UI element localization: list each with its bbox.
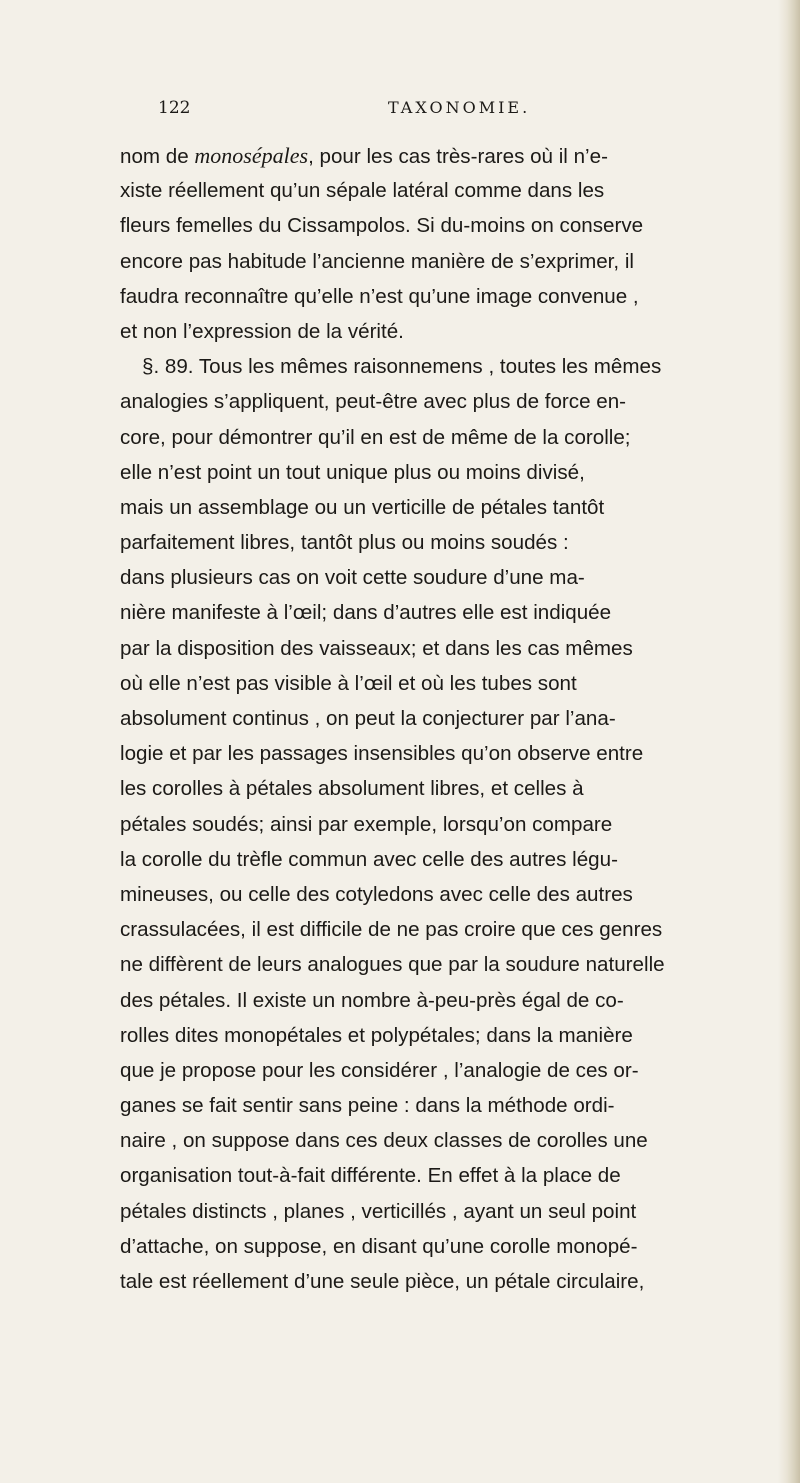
text-line [120, 736, 770, 771]
text-line [120, 701, 770, 736]
text-line-content: par la disposition des vaisseaux; et dans les cas mêmes [120, 636, 633, 660]
text-line-content: faudra reconnaître qu’elle n’est qu’une image convenue , [120, 284, 639, 308]
text-line-content: les corolles à pétales absolument libres, et celles à [120, 777, 584, 801]
text-line [120, 807, 770, 842]
text-line-content: , pour les cas très-rares où il n’e- [308, 145, 608, 168]
text-line-content: la corolle du trèfle commun avec celle des autres légu- [120, 847, 618, 871]
text-line-content: nom de [120, 145, 195, 168]
text-line [120, 912, 770, 947]
text-line-content: et non l’expression de la vérité. [120, 319, 404, 343]
text-line [120, 1053, 770, 1088]
text-line [120, 244, 770, 279]
text-line [120, 983, 770, 1018]
text-line-content: xiste réellement qu’un sépale latéral comme dans les [120, 179, 605, 203]
text-line-content: organisation tout-à-fait différente. En effet à la place de [120, 1164, 621, 1188]
text-line-content: analogies s’appliquent, peut-être avec plus de force en- [120, 390, 627, 414]
text-line-content: pétales distincts , planes , verticillés , ayant un seul point [120, 1199, 637, 1223]
body-text [120, 138, 770, 1299]
running-head: TAXONOMIE. [388, 98, 531, 117]
text-line [120, 1123, 770, 1158]
text-line [120, 947, 770, 982]
text-line [120, 455, 770, 490]
text-line [120, 631, 770, 666]
page-number: 122 [158, 98, 191, 118]
text-line-content: nière manifeste à l’œil; dans d’autres elle est indiquée [120, 601, 612, 625]
text-line [120, 173, 770, 208]
text-line-content: encore pas habitude l’ancienne manière de s’exprimer, il [120, 249, 634, 273]
text-line [120, 1018, 770, 1053]
text-line-content: core, pour démontrer qu’il en est de même de la corolle; [120, 425, 631, 449]
text-line [120, 490, 770, 525]
text-line [120, 208, 770, 243]
text-line [120, 1194, 770, 1229]
text-line-content: ne diffèrent de leurs analogues que par la soudure naturelle [120, 953, 665, 977]
italic-term: monosépales [194, 143, 309, 168]
text-line [120, 349, 770, 384]
text-line-content: mineuses, ou celle des cotyledons avec celle des autres [120, 882, 633, 906]
text-line [120, 1264, 770, 1299]
text-line [120, 525, 770, 560]
text-line-content: des pétales. Il existe un nombre à-peu-près égal de co- [120, 988, 624, 1012]
text-line [120, 560, 770, 595]
text-line-content: tale est réellement d’une seule pièce, un pétale circulaire, [120, 1270, 645, 1293]
text-line [120, 842, 770, 877]
text-line-content: où elle n’est pas visible à l’œil et où les tubes sont [120, 671, 577, 695]
text-line [120, 279, 770, 314]
text-line [120, 384, 770, 419]
text-line [120, 420, 770, 455]
text-line-content: naire , on suppose dans ces deux classes de corolles une [120, 1129, 648, 1153]
text-line [120, 771, 770, 806]
text-line-content: crassulacées, il est difficile de ne pas croire que ces genres [120, 918, 663, 942]
text-line-content: absolument continus , on peut la conjecturer par l’ana- [120, 707, 616, 730]
text-line-content: mais un assemblage ou un verticille de pétales tantôt [120, 495, 605, 519]
text-line [120, 877, 770, 912]
text-line [120, 666, 770, 701]
text-line-content: d’attache, on suppose, en disant qu’une corolle monopé- [120, 1234, 638, 1258]
text-line-content: rolles dites monopétales et polypétales; dans la manière [120, 1023, 633, 1047]
text-line [120, 138, 770, 173]
text-line-content: dans plusieurs cas on voit cette soudure d’une ma- [120, 566, 585, 590]
text-line-content: parfaitement libres, tantôt plus ou moins soudés : [120, 531, 569, 555]
text-line-content: logie et par les passages insensibles qu’on observe entre [120, 742, 644, 766]
page-header [158, 98, 758, 128]
text-line [120, 1229, 770, 1264]
text-line-content: §. 89. Tous les mêmes raisonnemens , toutes les mêmes [142, 355, 662, 379]
text-line-content: fleurs femelles du Cissampolos. Si du-moins on conserve [120, 214, 644, 238]
text-line-content: elle n’est point un tout unique plus ou moins divisé, [120, 460, 585, 484]
text-line [120, 1088, 770, 1123]
page-edge-shadow [778, 0, 800, 1483]
text-line-content: ganes se fait sentir sans peine : dans la méthode ordi- [120, 1094, 615, 1118]
text-line [120, 314, 770, 349]
text-line [120, 595, 770, 630]
text-line-content: pétales soudés; ainsi par exemple, lorsqu’on compare [120, 812, 613, 836]
text-line-content: que je propose pour les considérer , l’analogie de ces or- [120, 1058, 639, 1082]
text-line [120, 1158, 770, 1193]
